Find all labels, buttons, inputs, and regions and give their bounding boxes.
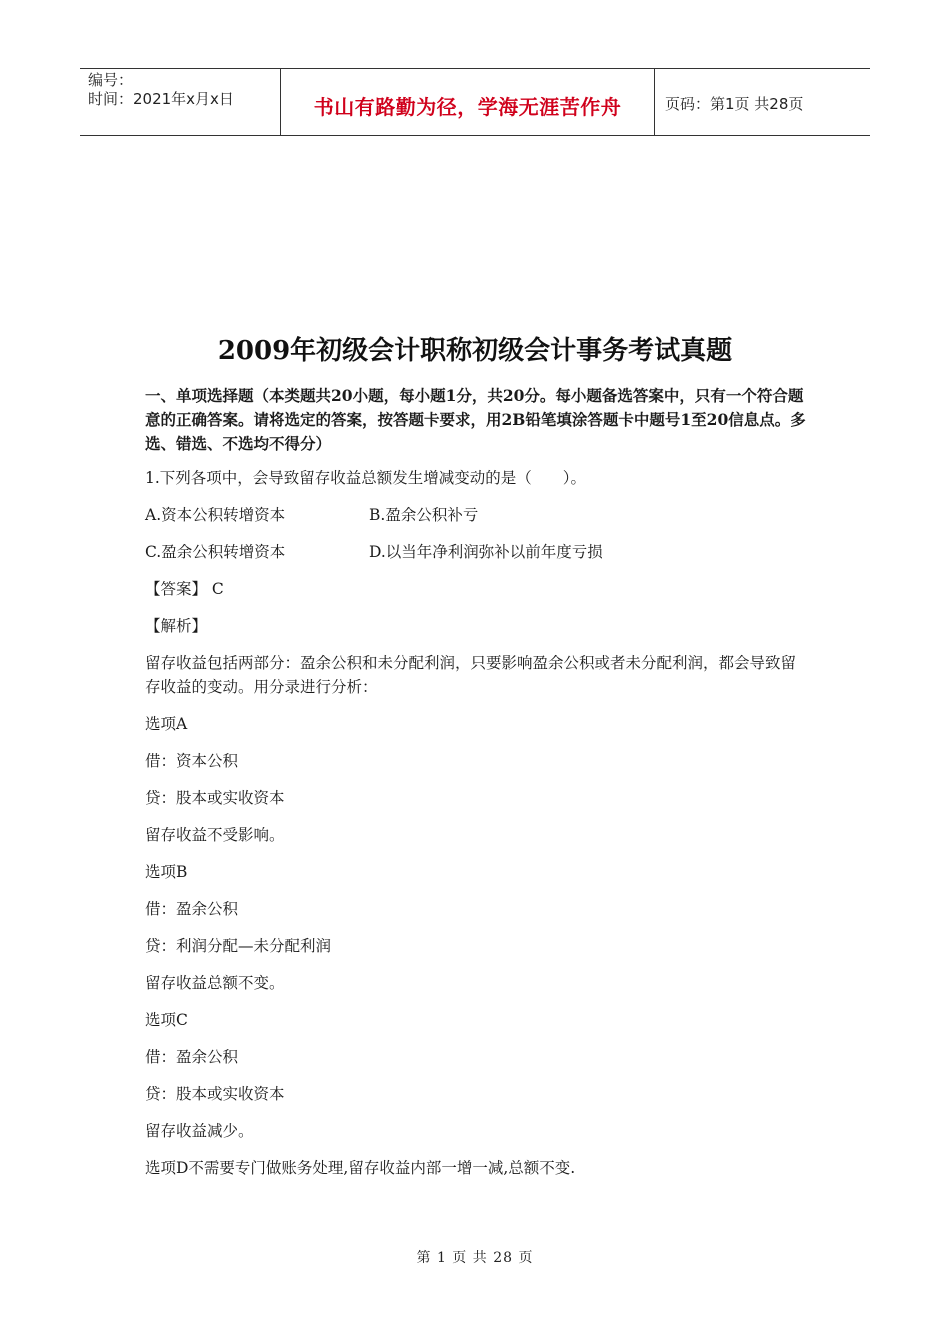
option-b: B.盈余公积补亏	[369, 506, 479, 524]
option-c-label: 选项C	[145, 1011, 188, 1029]
option-b-debit: 借：盈余公积	[145, 900, 239, 918]
option-d: D.以当年净利润弥补以前年度亏损	[369, 543, 603, 561]
document-number-label: 编号：	[88, 71, 134, 89]
header-page-cell	[655, 69, 870, 135]
header-meta-cell	[80, 69, 281, 135]
option-a-result: 留存收益不受影响。	[145, 826, 285, 844]
option-a-debit: 借：资本公积	[145, 752, 239, 770]
option-a-credit: 贷：股本或实收资本	[145, 789, 285, 807]
option-a-label: 选项A	[145, 715, 188, 733]
option-a: A.资本公积转增资本	[145, 506, 286, 524]
option-d-note: 选项D不需要专门做账务处理,留存收益内部一增一减,总额不变.	[145, 1159, 576, 1177]
header-page-info: 页码：第1页 共28页	[665, 95, 804, 113]
option-b-result: 留存收益总额不变。	[145, 974, 285, 992]
option-c: C.盈余公积转增资本	[145, 543, 286, 561]
option-c-credit: 贷：股本或实收资本	[145, 1085, 285, 1103]
section-heading: 一、单项选择题（本类题共20小题，每小题1分，共20分。每小题备选答案中，只有一个符合题意的正确答案。请将选定的答案，按答题卡要求，用2B铅笔填涂答题卡中题号1至20信息点。多选、错选、不选均不得分）	[145, 386, 806, 453]
options-row-1	[145, 503, 810, 527]
answer-line: 【答案】 C	[145, 580, 224, 598]
header-motto-cell	[281, 69, 655, 135]
analysis-label: 【解析】	[145, 617, 208, 635]
document-body	[145, 384, 810, 1193]
page-title: 2009年初级会计职称初级会计事务考试真题	[217, 336, 733, 366]
options-row-2	[145, 540, 810, 564]
analysis-intro: 留存收益包括两部分：盈余公积和未分配利润，只要影响盈余公积或者未分配利润，都会导致留存收益的变动。用分录进行分析：	[145, 654, 797, 696]
option-c-debit: 借：盈余公积	[145, 1048, 239, 1066]
option-b-label: 选项B	[145, 863, 188, 881]
document-header	[80, 68, 870, 136]
page-footer: 第 1 页 共 28 页	[416, 1250, 534, 1266]
option-c-result: 留存收益减少。	[145, 1122, 254, 1140]
document-time-label: 时间：2021年x月x日	[88, 90, 234, 108]
header-motto: 书山有路勤为径，学海无涯苦作舟	[313, 95, 622, 119]
option-b-credit: 贷：利润分配—未分配利润	[145, 937, 332, 955]
question-stem: 1.下列各项中，会导致留存收益总额发生增减变动的是（ ）。	[145, 469, 587, 487]
